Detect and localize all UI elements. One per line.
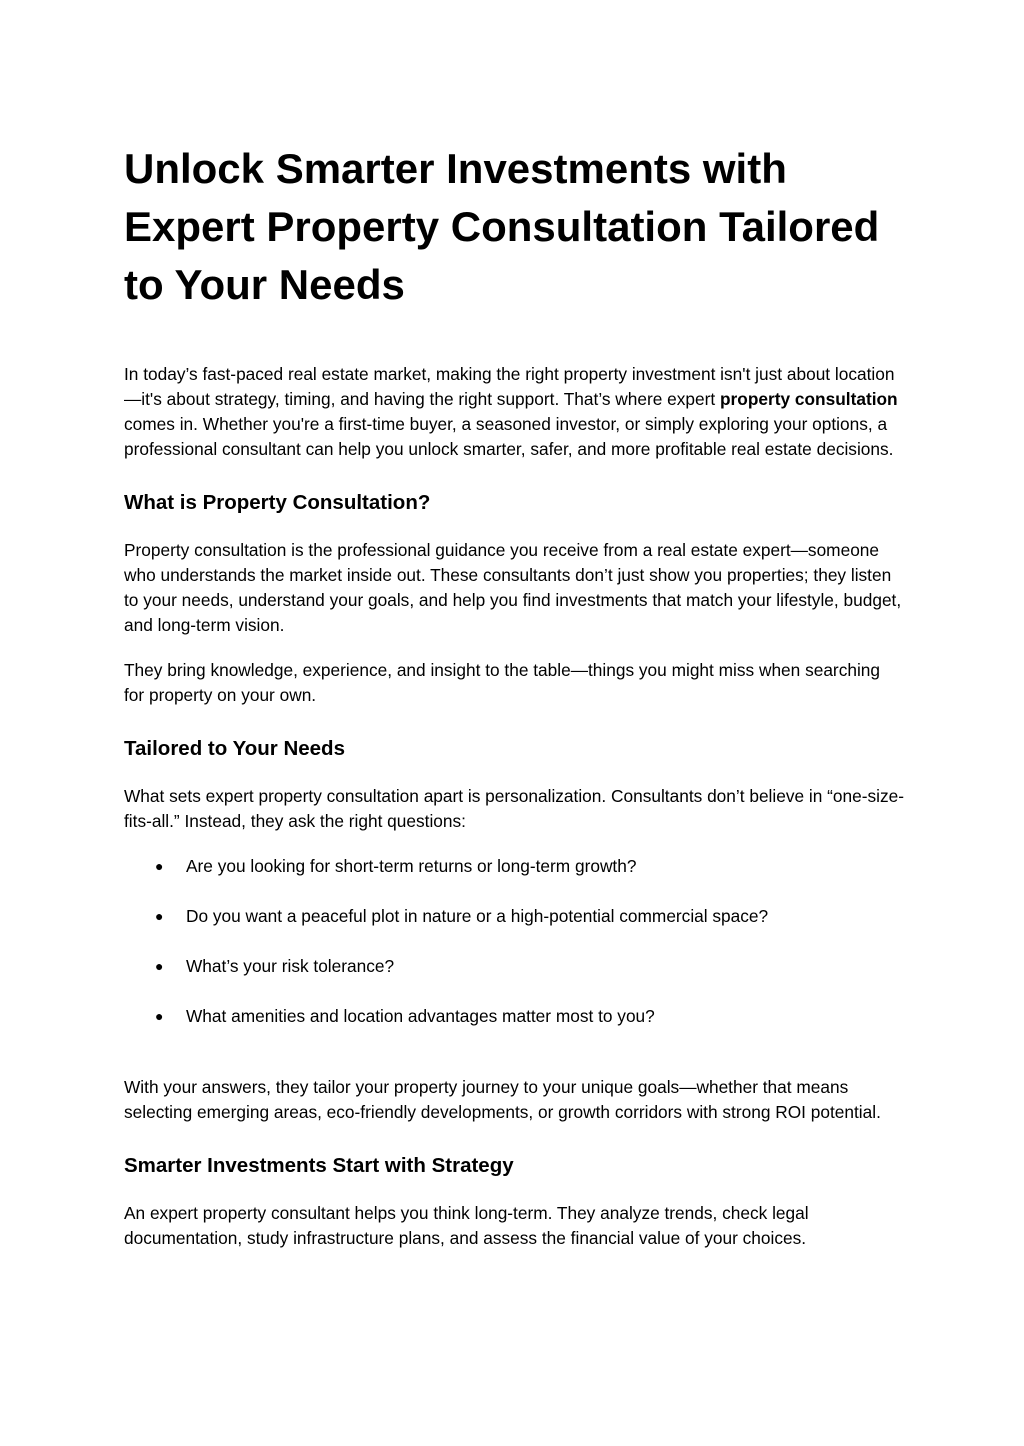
bullet-icon: ●	[155, 1008, 164, 1024]
tailored-paragraph-2: With your answers, they tailor your property journey to your unique goals—whether that means selecting emerging areas, eco-friendly developments, or growth corridors with strong ROI potential.	[124, 1077, 881, 1122]
list-item	[124, 954, 904, 979]
list-item	[124, 854, 904, 879]
intro-text-after: comes in. Whether you're a first-time buyer, a seasoned investor, or simply exploring your options, a professional consultant can help you unlock smarter, safer, and more profitable real estate decisions.	[124, 414, 894, 459]
bullet-icon: ●	[155, 908, 164, 924]
what-paragraph-1: Property consultation is the professional guidance you receive from a real estate expert—someone who understands the market inside out. These consultants don’t just show you properties; they listen to your needs, understand your goals, and help you find investments that match your lifestyle, budget, and long-term vision.	[124, 540, 902, 635]
bullet-icon: ●	[155, 958, 164, 974]
heading-smarter-investments: Smarter Investments Start with Strategy	[124, 1154, 514, 1177]
heading-what-is-property-consultation: What is Property Consultation?	[124, 491, 431, 514]
intro-text-before: In today’s fast-paced real estate market, making the right property investment isn't just about location—it's about strategy, timing, and having the right support. That’s where expert	[124, 364, 895, 409]
heading-tailored-to-your-needs: Tailored to Your Needs	[124, 737, 345, 760]
document-title: Unlock Smarter Investments with Expert Property Consultation Tailored to Your Needs	[124, 145, 880, 308]
list-item	[124, 904, 904, 929]
bullet-icon: ●	[155, 858, 164, 874]
list-item-text: Do you want a peaceful plot in nature or a high-potential commercial space?	[186, 906, 769, 926]
list-item	[124, 1004, 904, 1029]
intro-paragraph	[124, 362, 904, 462]
tailored-paragraph-1: What sets expert property consultation apart is personalization. Consultants don’t believe in “one-size-fits-all.” Instead, they ask the right questions:	[124, 786, 904, 831]
intro-bold-term: property consultation	[719, 389, 898, 409]
document-page	[124, 140, 904, 1251]
what-paragraph-2: They bring knowledge, experience, and insight to the table—things you might miss when searching for property on your own.	[124, 660, 881, 705]
strategy-paragraph-1: An expert property consultant helps you think long-term. They analyze trends, check legal documentation, study infrastructure plans, and assess the financial value of your choices.	[124, 1203, 809, 1248]
list-item-text: What amenities and location advantages matter most to you?	[186, 1006, 655, 1026]
list-item-text: What’s your risk tolerance?	[186, 956, 395, 976]
questions-list	[124, 854, 904, 1029]
list-item-text: Are you looking for short-term returns or long-term growth?	[186, 856, 637, 876]
